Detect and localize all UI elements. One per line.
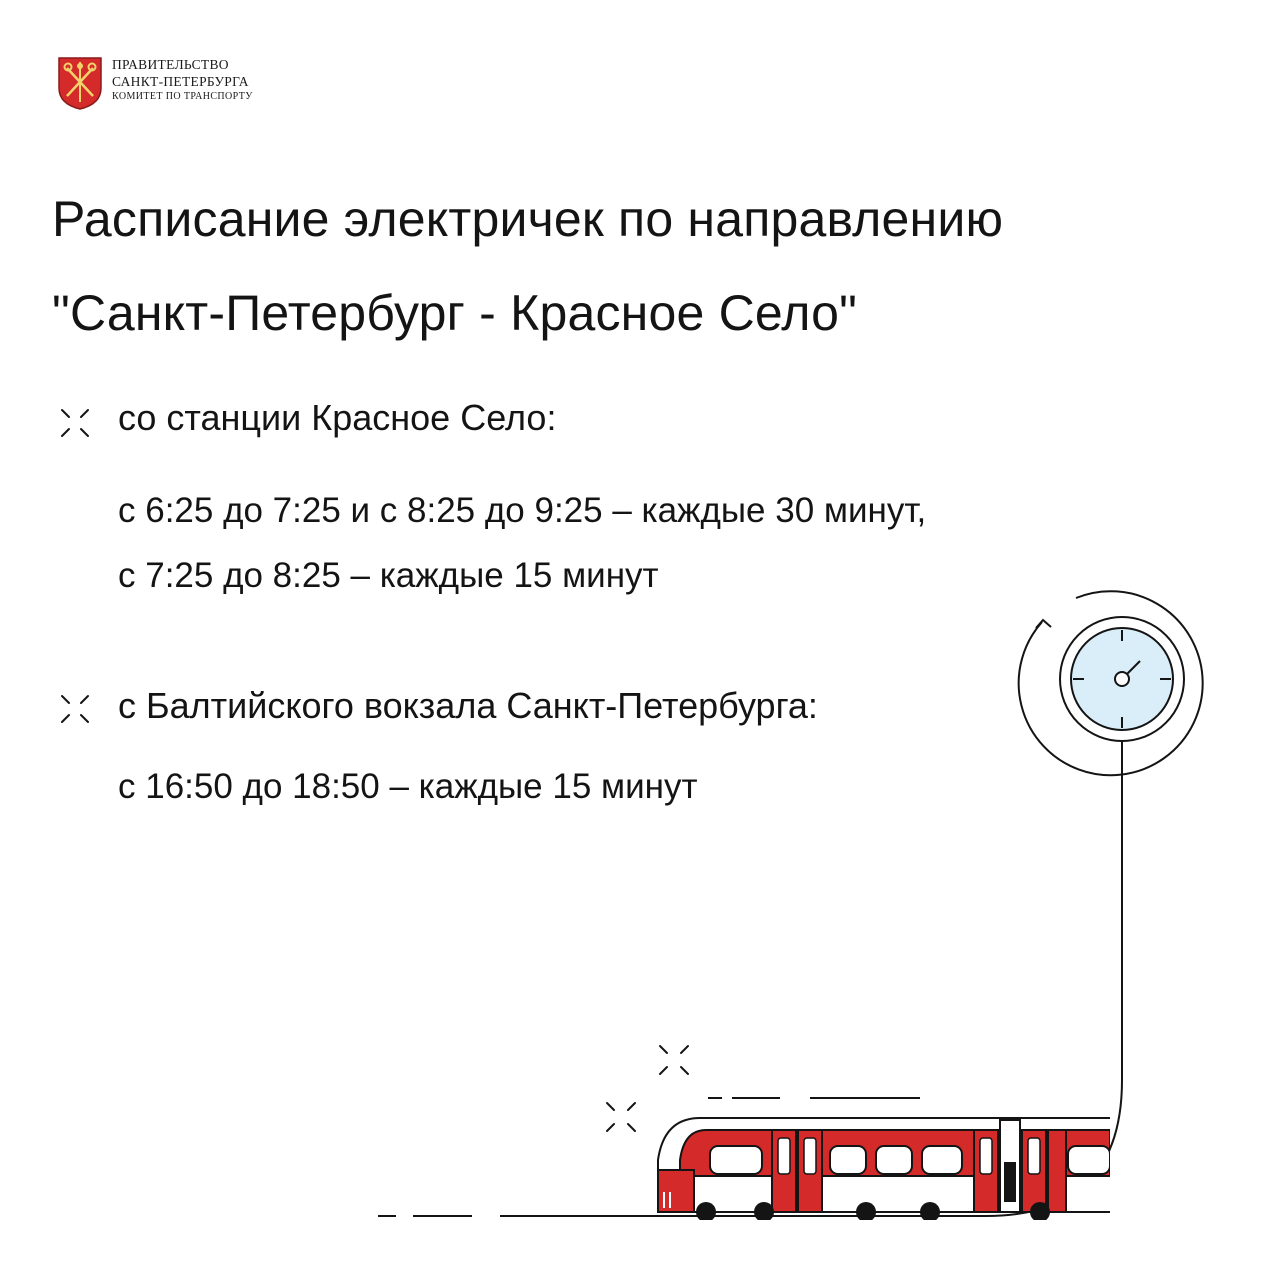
train-icon (658, 1118, 1110, 1222)
title-line2: "Санкт-Петербург - Красное Село" (52, 285, 858, 341)
org-name-line1: ПРАВИТЕЛЬСТВО (112, 57, 229, 72)
schedule-line: с 16:50 до 18:50 – каждые 15 минут (118, 767, 698, 806)
sparkle-icon (607, 1046, 688, 1131)
org-committee: КОМИТЕТ ПО ТРАНСПОРТУ (112, 91, 253, 102)
section-heading-krasnoe-selo: со станции Красное Село: (118, 397, 557, 438)
section-heading-baltic-station: с Балтийского вокзала Санкт-Петербурга: (118, 685, 818, 726)
title-line1: Расписание электричек по направлению (52, 191, 1004, 247)
clock-icon (1019, 591, 1203, 775)
schedule-line: с 7:25 до 8:25 – каждые 15 минут (118, 556, 659, 595)
schedule-line: с 6:25 до 7:25 и с 8:25 до 9:25 – каждые 30 минут, (118, 491, 927, 530)
org-name-line2: САНКТ-ПЕТЕРБУРГА (112, 74, 249, 89)
